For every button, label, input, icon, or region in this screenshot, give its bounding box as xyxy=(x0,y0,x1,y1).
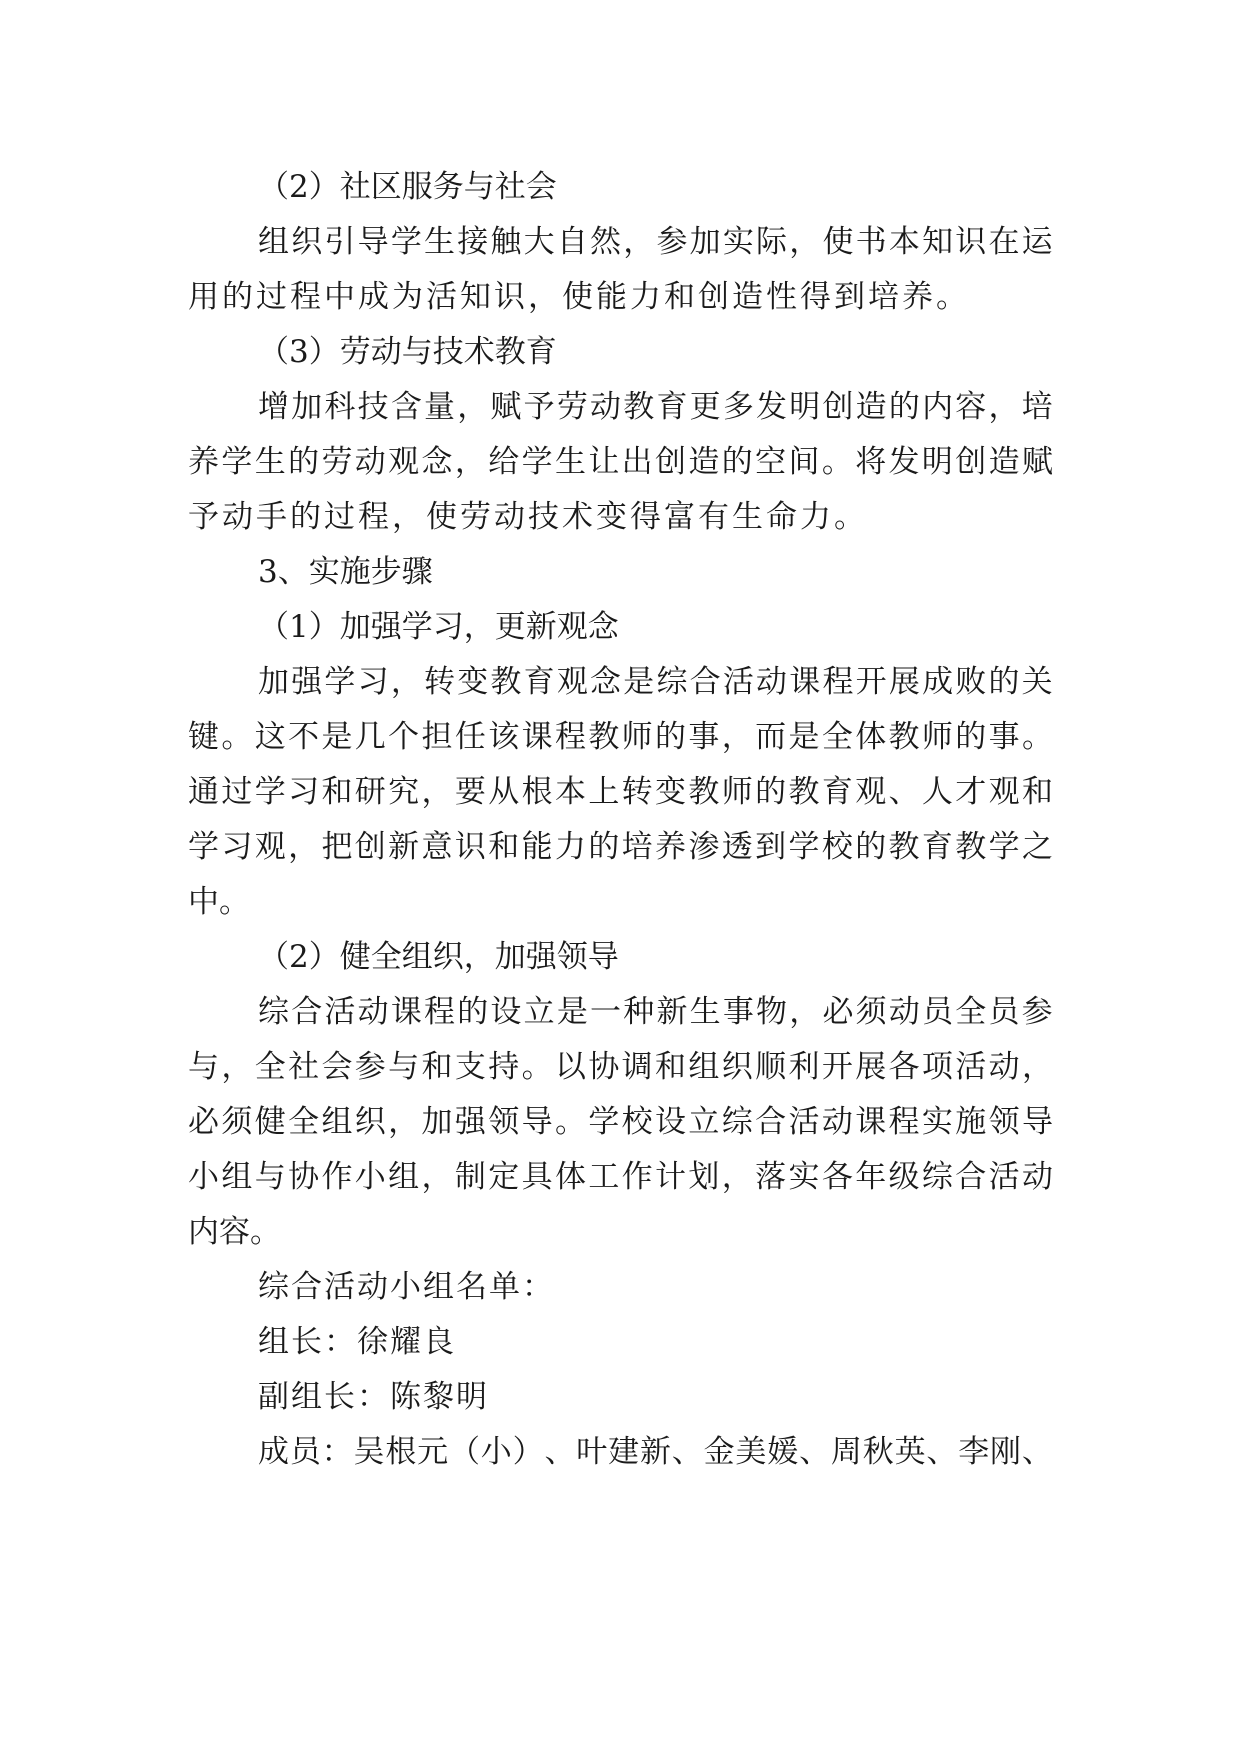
deputy-group-leader: 副组长：陈黎明 xyxy=(258,1379,489,1415)
paragraph-line: 增 加 科 技 含 量 ， 赋 予 劳 动 教 育 更 多 发 明 创 造 的 内 容 ， 培 xyxy=(258,389,1053,425)
paragraph-line: 学 习 观 ， 把 创 新 意 识 和 能 力 的 培 养 渗 透 到 学 校 的 教 育 教 学 之 xyxy=(188,829,1053,865)
paragraph-line: 养 学 生 的 劳 动 观 念 ， 给 学 生 让 出 创 造 的 空 间 。 将 发 明 创 造 赋 xyxy=(188,444,1053,480)
paragraph-line: 通 过 学 习 和 研 究 ， 要 从 根 本 上 转 变 教 师 的 教 育 观 、 人 才 观 和 xyxy=(188,774,1053,810)
paragraph-line: 加 强 学 习 ， 转 变 教 育 观 念 是 综 合 活 动 课 程 开 展 成 败 的 关 xyxy=(258,664,1053,700)
group-list-title: 综合活动小组名单： xyxy=(258,1269,555,1305)
group-leader: 组长：徐耀良 xyxy=(258,1324,456,1360)
paragraph-line: 用 的 过 程 中 成 为 活 知 识 ， 使 能 力 和 创 造 性 得 到 培 养 。 xyxy=(188,279,970,315)
paragraph-line: 与 ， 全 社 会 参 与 和 支 持 。 以 协 调 和 组 织 顺 利 开 展 各 项 活 动 ， xyxy=(188,1049,1053,1085)
group-members: 成 员 ： 吴 根 元 （ 小 ） 、 叶 建 新 、 金 美 媛 、 周 秋 英 、 李 刚 、 xyxy=(258,1434,1053,1470)
heading-community-service: （2）社区服务与社会 xyxy=(258,169,557,205)
paragraph-line: 必 须 健 全 组 织 ， 加 强 领 导 。 学 校 设 立 综 合 活 动 课 程 实 施 领 导 xyxy=(188,1104,1053,1140)
heading-strengthen-learning: （1）加强学习，更新观念 xyxy=(258,609,619,645)
heading-implementation-steps: 3、实施步骤 xyxy=(258,554,433,590)
paragraph-line: 键 。 这 不 是 几 个 担 任 该 课 程 教 师 的 事 ， 而 是 全 体 教 师 的 事 。 xyxy=(188,719,1053,755)
paragraph-line: 综 合 活 动 课 程 的 设 立 是 一 种 新 生 事 物 ， 必 须 动 员 全 员 参 xyxy=(258,994,1053,1030)
paragraph-line: 中。 xyxy=(188,884,250,920)
heading-labor-technology: （3）劳动与技术教育 xyxy=(258,334,557,370)
heading-organization-leadership: （2）健全组织，加强领导 xyxy=(258,939,619,975)
paragraph-line: 予动手的过程，使劳动技术变得富有生命力。 xyxy=(188,499,868,535)
paragraph-line: 小 组 与 协 作 小 组 ， 制 定 具 体 工 作 计 划 ， 落 实 各 年 级 综 合 活 动 xyxy=(188,1159,1053,1195)
paragraph-line: 组 织 引 导 学 生 接 触 大 自 然 ， 参 加 实 际 ， 使 书 本 知 识 在 运 xyxy=(258,224,1053,260)
paragraph-line: 内容。 xyxy=(188,1214,281,1250)
